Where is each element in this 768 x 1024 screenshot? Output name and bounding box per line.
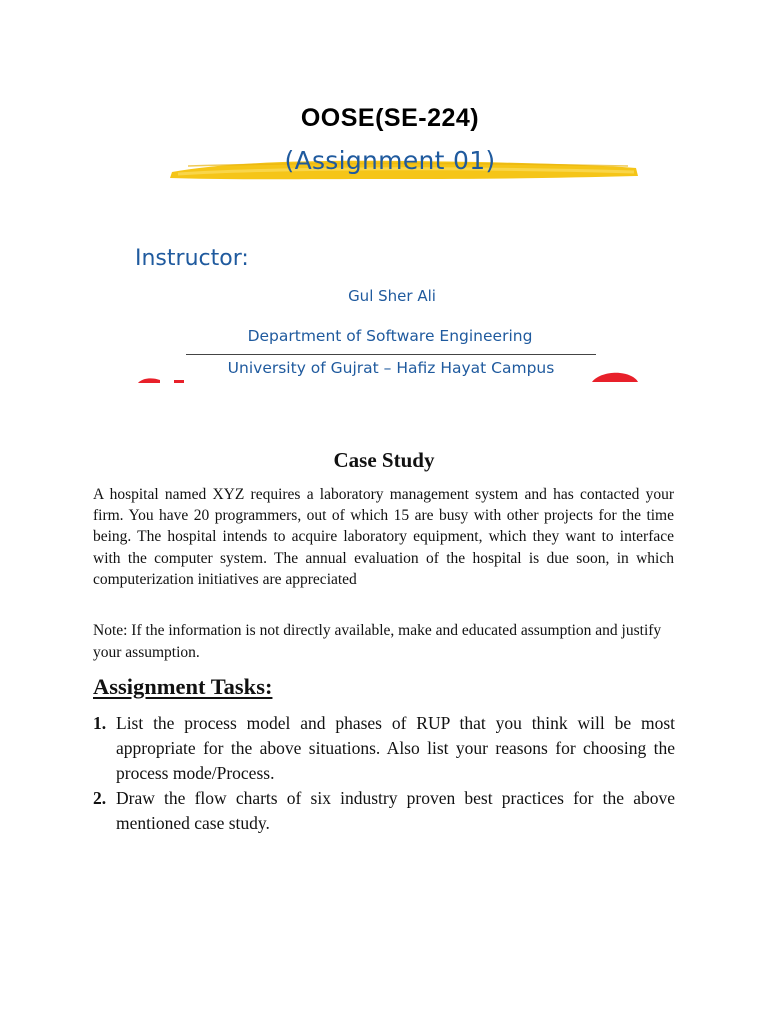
task-item <box>93 711 675 786</box>
department-name: Department of Software Engineering <box>247 327 533 345</box>
assignment-title: (Assignment 01) <box>284 146 496 175</box>
task-text: List the process model and phases of RUP that you think will be most appropriate for the above situations. Also list your reasons for choosing the process mode/Process. <box>116 713 675 783</box>
task-number: 2. <box>93 788 107 808</box>
red-marker-right <box>590 372 640 382</box>
task-text: Draw the flow charts of six industry proven best practices for the above mentioned case study. <box>116 788 675 833</box>
instructor-label: Instructor: <box>135 246 249 271</box>
case-study-heading: Case Study <box>333 448 435 472</box>
assumption-note: Note: If the information is not directly available, make and educated assumption and justify your assumption. <box>93 622 662 661</box>
task-item <box>93 786 675 836</box>
task-number: 1. <box>93 713 107 733</box>
task-list <box>93 711 675 836</box>
red-marker-left <box>128 377 186 383</box>
case-study-body: A hospital named XYZ requires a laboratory management system and has contacted your firm. You have 20 programmers, out of which 15 are busy with other projects for the time being. The hospital intends to acquire laboratory equipment, which they want to interface with the computer system. The annual evaluation of the hospital is due soon, in which computerization initiatives are appreciated <box>93 486 674 588</box>
assignment-tasks-heading: Assignment Tasks: <box>93 674 273 699</box>
instructor-name: Gul Sher Ali <box>348 287 436 305</box>
university-name: University of Gujrat – Hafiz Hayat Campus <box>227 359 555 377</box>
divider-line <box>186 354 596 355</box>
course-code: OOSE(SE-224) <box>300 104 480 132</box>
